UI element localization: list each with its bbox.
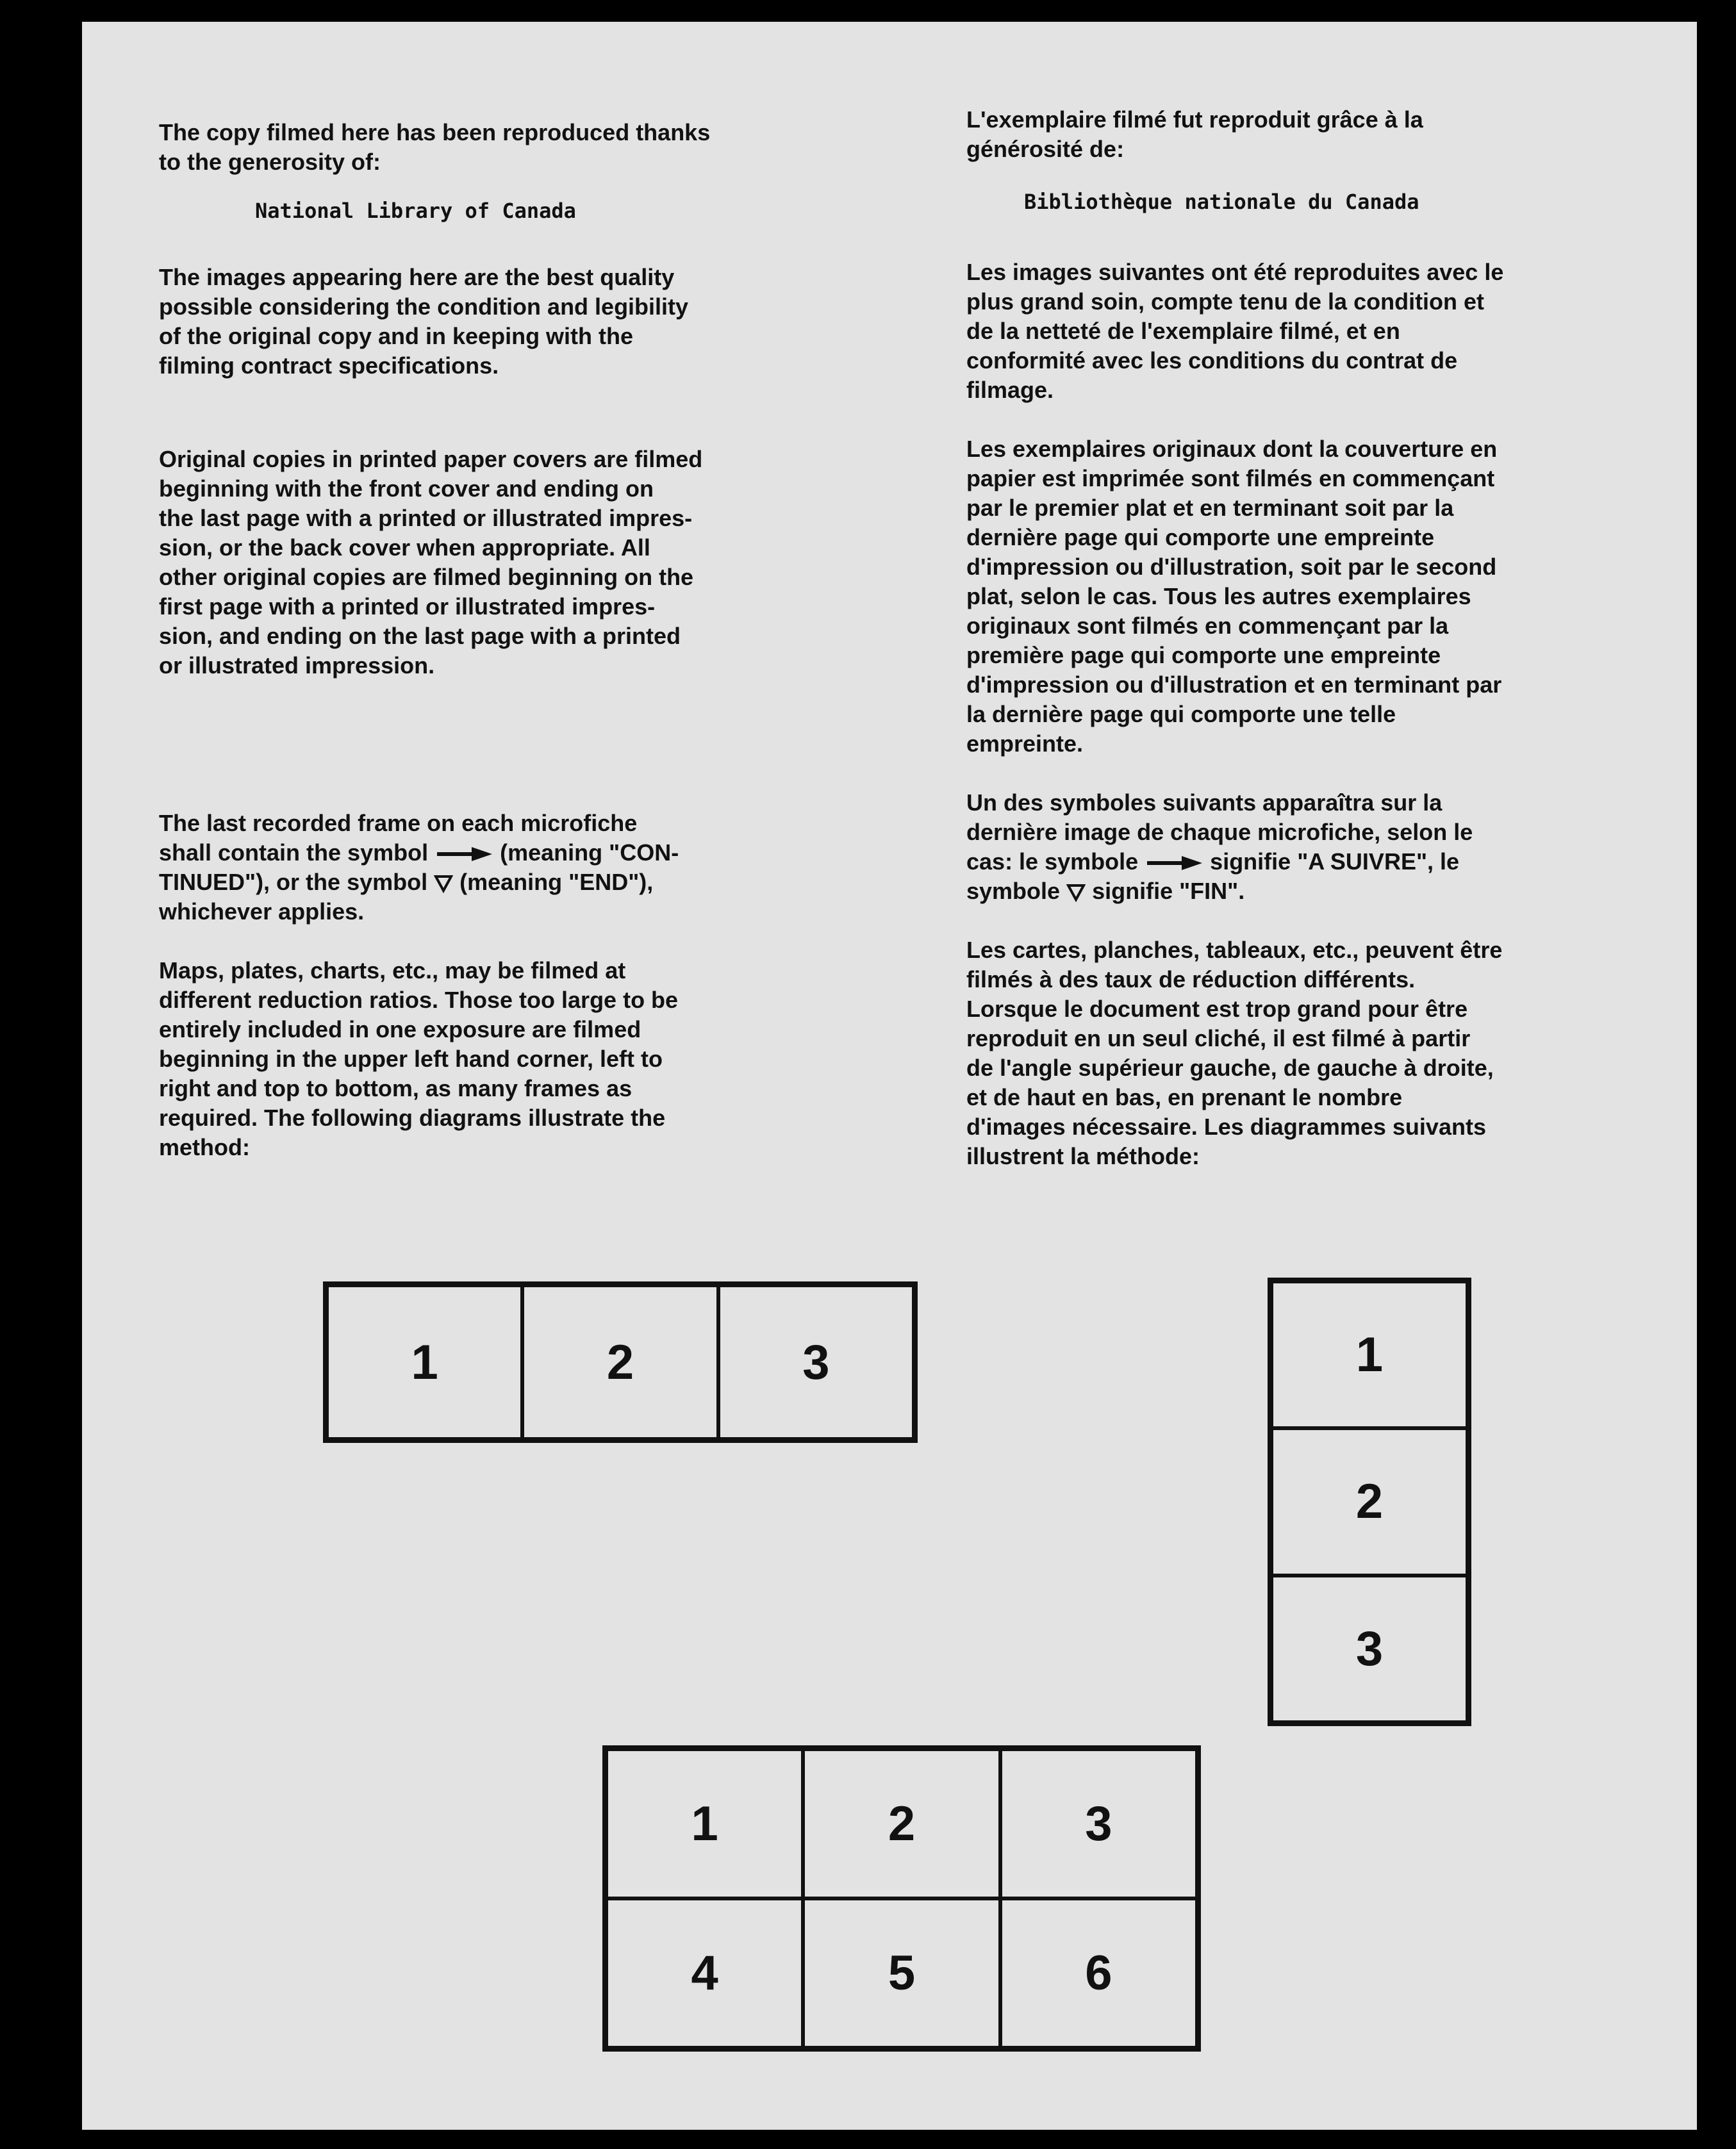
en-symbols-paragraph [159, 809, 915, 926]
frame-cell: 1 [606, 1749, 803, 1898]
en-symbols-line: The last recorded frame on each microfiche [159, 810, 638, 836]
grid-frames-diagram [602, 1745, 1201, 2052]
fr-maps-paragraph: Les cartes, planches, tableaux, etc., peuvent être filmés à des taux de réduction différents. Lorsque le document est trop grand pour être reproduit en un seul cliché, il est filmé à partir de l'angle supérieur gauche, de gauche à droite, et de haut en bas, en prenant le nombre d'images nécessaire. Les diagrammes suivants illustrent la méthode: [966, 937, 1503, 1169]
english-column [159, 118, 915, 1162]
filming-notice-page [82, 22, 1697, 2130]
end-triangle-icon [1066, 883, 1086, 902]
frame-cell: 6 [1000, 1898, 1197, 2048]
continued-arrow-icon [1145, 855, 1203, 871]
en-maps-paragraph: Maps, plates, charts, etc., may be filmed at different reduction ratios. Those too large to be entirely included in one exposure are filmed beginning in the upper left hand corner, left to right and top to bottom, as many frames as required. The following diagrams illustrate the method: [159, 957, 679, 1160]
fr-quality-paragraph: Les images suivantes ont été reproduites avec le plus grand soin, compte tenu de la condition et de la netteté de l'exemplaire filmé, et en conformité avec les conditions du contrat de filmage. [966, 259, 1504, 403]
en-symbols-text: shall contain the symbol [159, 839, 429, 866]
fr-institution: Bibliothèque nationale du Canada [1024, 190, 1419, 214]
en-institution: National Library of Canada [255, 199, 576, 223]
frame-cell: 3 [1271, 1576, 1467, 1722]
en-symbols-text: TINUED"), or the symbol [159, 869, 428, 895]
end-triangle-icon [434, 874, 453, 893]
en-symbols-line [159, 868, 915, 897]
frame-cell: 2 [522, 1285, 718, 1439]
frame-cell: 2 [803, 1749, 1000, 1898]
frame-cell: 3 [1000, 1749, 1197, 1898]
en-originals-paragraph: Original copies in printed paper covers are filmed beginning with the front cover and ending on the last page with a printed or illustrated impres- sion, or the back cover when appropriate. All other original copies are filmed beginning on the first page with a printed or illustrated impres- sion, and ending on the last page with a printed or illustrated impression. [159, 446, 703, 679]
horizontal-frames-diagram [323, 1281, 918, 1443]
frame-cell: 5 [803, 1898, 1000, 2048]
fr-symbols-text: signifie "A SUIVRE", le [1210, 848, 1460, 875]
continued-arrow-icon [434, 846, 493, 862]
frame-cell: 1 [327, 1285, 522, 1439]
en-symbols-text: (meaning "CON- [500, 839, 679, 866]
en-symbols-line [159, 838, 915, 868]
fr-symbols-text: symbole [966, 878, 1061, 904]
en-symbols-text: (meaning "END"), [459, 869, 654, 895]
frame-cell: 3 [718, 1285, 914, 1439]
fr-symbols-line: dernière image de chaque microfiche, selon le [966, 819, 1473, 845]
fr-symbols-line [966, 877, 1684, 906]
en-credit-intro: The copy filmed here has been reproduced thanks to the generosity of: [159, 119, 711, 175]
en-symbols-line: whichever applies. [159, 898, 365, 925]
fr-symbols-text: signifie "FIN". [1092, 878, 1245, 904]
french-column [966, 105, 1684, 1171]
fr-symbols-paragraph [966, 788, 1684, 906]
frame-cell: 2 [1271, 1428, 1467, 1575]
frame-cell: 1 [1271, 1281, 1467, 1428]
fr-symbols-line: Un des symboles suivants apparaîtra sur la [966, 789, 1443, 816]
fr-credit-intro: L'exemplaire filmé fut reproduit grâce à la générosité de: [966, 106, 1423, 162]
fr-symbols-line [966, 847, 1684, 877]
frame-cell: 4 [606, 1898, 803, 2048]
en-quality-paragraph: The images appearing here are the best quality possible considering the condition and legibility of the original copy and in keeping with the filming contract specifications. [159, 264, 689, 379]
vertical-frames-diagram [1268, 1278, 1471, 1726]
fr-originals-paragraph: Les exemplaires originaux dont la couverture en papier est imprimée sont filmés en commençant par le premier plat et en terminant soit par la dernière page qui comporte une empreinte d'impression ou d'illustration, soit par le second plat, selon le cas. Tous les autres exemplaires originaux sont filmés en commençant par la première page qui comporte une empreinte d'impression ou d'illustration et en terminant par la dernière page qui comporte une telle empreinte. [966, 436, 1502, 757]
fr-symbols-text: cas: le symbole [966, 848, 1139, 875]
